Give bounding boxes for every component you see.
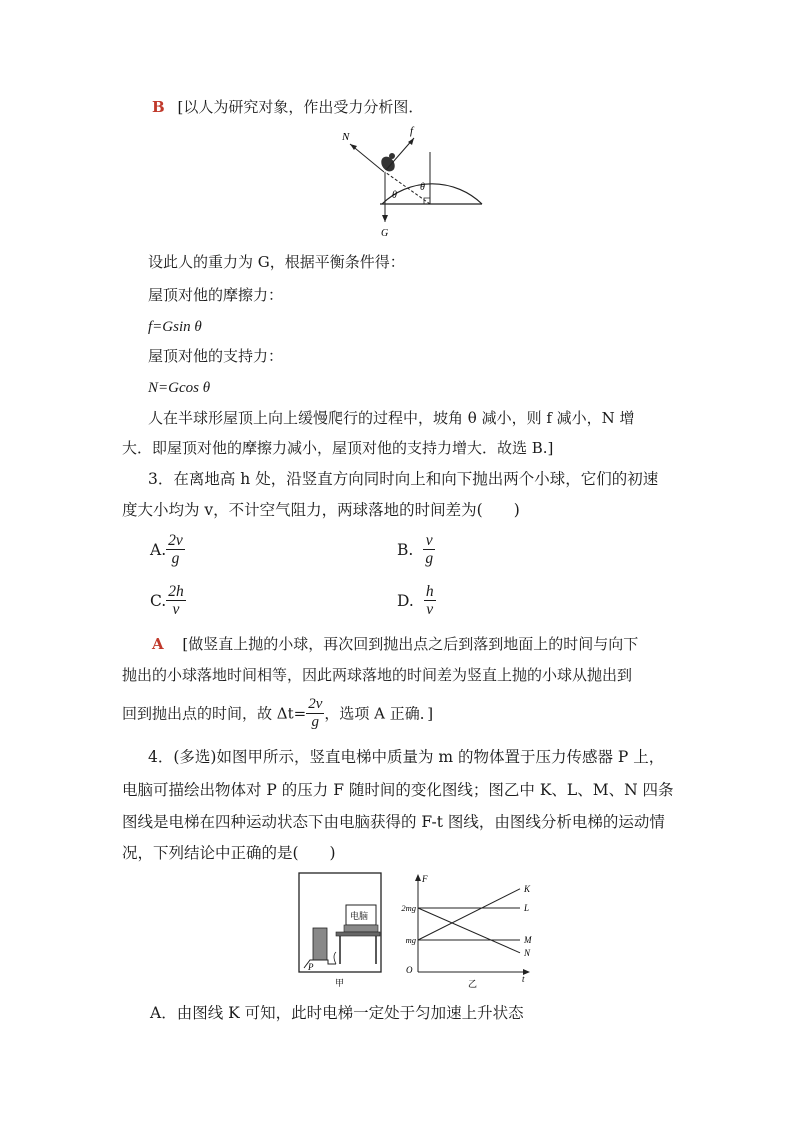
option-C: C. $\frac{2h}{v}$: [150, 583, 184, 618]
origin-label: O: [406, 965, 413, 975]
formula-N: N=Gcos θ: [148, 380, 211, 396]
solution-3-line3: 回到抛出点的时间，故 Δt= $\frac{2v}{g}$ ，选项 A 正确．]: [122, 696, 434, 730]
elevator-figure: [298, 872, 388, 992]
series-label-N: N: [524, 947, 531, 958]
answer-letter: A: [152, 635, 164, 653]
solution-line: 屋顶对他的摩擦力：: [148, 286, 284, 304]
question-3-line: 度大小均为 v，不计空气阻力，两球落地的时间差为( ): [122, 501, 520, 519]
option-B: B. $\frac{v}{g}$: [397, 532, 434, 567]
label-theta-left: θ: [392, 190, 397, 201]
question-4-line: 况，下列结论中正确的是( ): [122, 844, 336, 862]
label-G: G: [381, 228, 389, 239]
solution-line: 大．即屋顶对他的摩擦力减小，屋顶对他的支持力增大．故选 B.]: [122, 439, 554, 457]
x-axis-label: t: [522, 974, 525, 984]
question-4-line: 4．(多选)如图甲所示，竖直电梯中质量为 m 的物体置于压力传感器 P 上，: [148, 748, 665, 766]
question-4-line: 图线是电梯在四种运动状态下由电脑获得的 F-t 图线，由图线分析电梯的运动情: [122, 813, 665, 831]
f-t-chart: [388, 868, 536, 992]
force-diagram: [330, 122, 490, 240]
label-theta-right: θ: [420, 182, 425, 193]
y-tick-label: 2mg: [401, 903, 416, 913]
y-tick-label: mg: [405, 935, 416, 945]
mass-object: [313, 928, 327, 960]
question-3-line: 3．在离地高 h 处，沿竖直方向同时向上和向下抛出两个小球，它们的初速: [148, 470, 659, 488]
question-4-option-A: A．由图线 K 可知，此时电梯一定处于匀加速上升状态: [150, 1004, 524, 1022]
computer-label: 电脑: [350, 911, 369, 921]
solution-2-intro: [152, 97, 423, 117]
solution-text: [以人为研究对象，作出受力分析图．: [177, 98, 424, 116]
formula-f: f=Gsin θ: [148, 319, 202, 335]
figure-caption-yi: 乙: [468, 979, 478, 989]
solution-line: 屋顶对他的支持力：: [148, 347, 284, 365]
question-4-line: 电脑可描绘出物体对 P 的压力 F 随时间的变化图线；图乙中 K、L、M、N 四条: [122, 781, 674, 799]
solution-3-line1: A [做竖直上抛的小球，再次回到抛出点之后到落到地面上的时间与向下: [152, 635, 639, 653]
series-label-K: K: [524, 883, 531, 894]
figure-caption-jia: 甲: [335, 978, 345, 988]
solution-line: 设此人的重力为 G，根据平衡条件得：: [148, 253, 405, 271]
label-f: f: [410, 125, 414, 137]
y-axis-label: F: [422, 874, 428, 884]
series-label-M: M: [524, 935, 532, 945]
hemisphere-arc: [382, 184, 482, 204]
series-label-L: L: [524, 903, 530, 913]
solution-line: 抛出的小球落地时间相等，因此两球落地的时间差为竖直上抛的小球从抛出到: [122, 666, 633, 684]
label-N: N: [342, 131, 350, 143]
sensor-label: P: [308, 962, 314, 972]
option-A: A. $\frac{2v}{g}$: [150, 532, 183, 567]
option-D: D. $\frac{h}{v}$: [397, 583, 434, 618]
answer-letter: B: [152, 98, 165, 116]
solution-line: 人在半球形屋顶上向上缓慢爬行的过程中，坡角 θ 减小，则 f 减小，N 增: [148, 409, 635, 427]
